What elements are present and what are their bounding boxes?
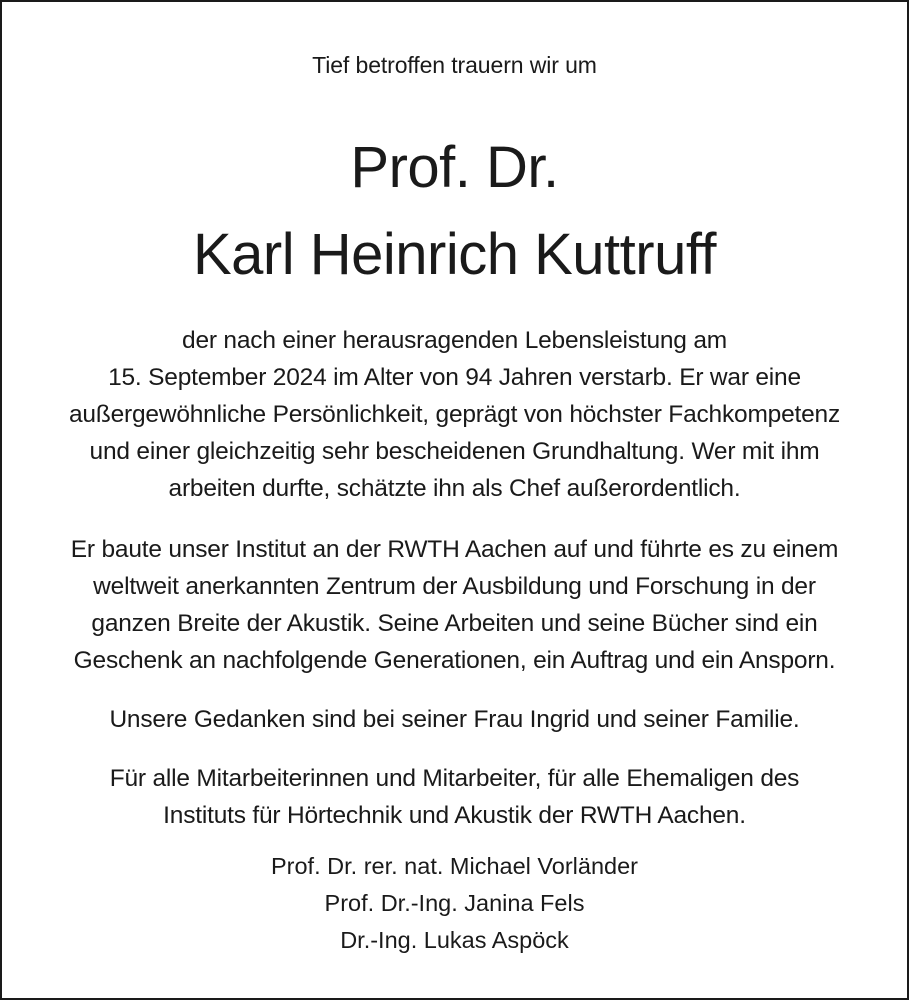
- intro-text: Tief betroffen trauern wir um: [312, 52, 597, 78]
- signatory-name: Dr.-Ing. Lukas Aspöck: [340, 927, 569, 953]
- text-line: Für alle Mitarbeiterinnen und Mitarbeiter, für alle Ehemaligen des: [109, 765, 800, 792]
- text-line: Instituts für Hörtechnik und Akustik der RWTH Aachen.: [163, 802, 746, 829]
- paragraph-family: [0, 701, 909, 738]
- paragraph-life-achievement: [0, 322, 909, 507]
- deceased-name: Karl Heinrich Kuttruff: [192, 222, 717, 287]
- text-line: der nach einer herausragenden Lebensleistung am: [182, 327, 727, 354]
- text-line: 15. September 2024 im Alter von 94 Jahren verstarb. Er war eine: [108, 364, 801, 391]
- signatory-name: Prof. Dr.-Ing. Janina Fels: [324, 890, 585, 916]
- text-line: arbeiten durfte, schätzte ihn als Chef außerordentlich.: [168, 475, 741, 502]
- paragraph-institute: [0, 531, 909, 679]
- text-line: weltweit anerkannten Zentrum der Ausbildung und Forschung in der: [93, 573, 816, 600]
- signatories: [0, 848, 909, 959]
- text-line: ganzen Breite der Akustik. Seine Arbeiten und seine Bücher sind ein: [91, 610, 818, 637]
- signatory-name: Prof. Dr. rer. nat. Michael Vorländer: [270, 853, 639, 879]
- text-line: Unsere Gedanken sind bei seiner Frau Ingrid und seiner Familie.: [109, 706, 800, 733]
- text-line: Geschenk an nachfolgende Generationen, ein Auftrag und ein Ansporn.: [73, 647, 836, 674]
- text-line: Er baute unser Institut an der RWTH Aachen auf und führte es zu einem: [70, 536, 839, 563]
- text-line: außergewöhnliche Persönlichkeit, geprägt von höchster Fachkompetenz: [68, 401, 841, 428]
- text-line: und einer gleichzeitig sehr bescheidenen Grundhaltung. Wer mit ihm: [89, 438, 820, 465]
- paragraph-on-behalf: [0, 760, 909, 834]
- deceased-title: Prof. Dr.: [350, 135, 559, 200]
